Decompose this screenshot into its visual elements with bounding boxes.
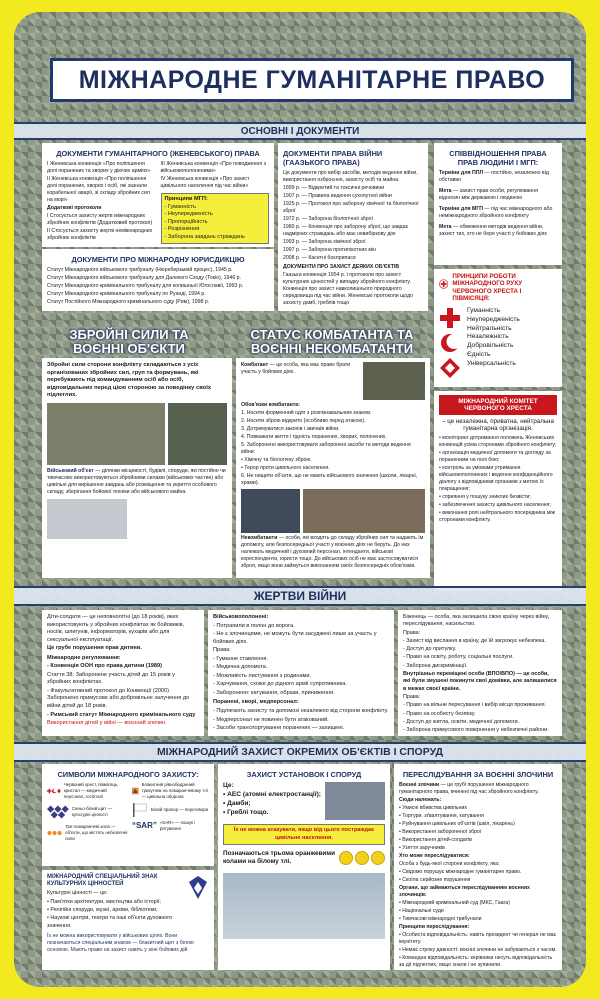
pow-text: - Можливість листування з родинами. — [213, 672, 312, 679]
refugees-text: Права: — [403, 693, 421, 700]
cultural-panel — [42, 870, 214, 970]
band-basics — [14, 122, 586, 140]
principle-item: - Неупередженість — [164, 211, 213, 218]
geneva-heading: ДОКУМЕНТИ ГУМАНІТАРНОГО (ЖЕНЕВСЬКОГО) ПРАВА — [56, 149, 260, 158]
symbols-panel — [42, 764, 214, 866]
title-box — [50, 58, 574, 102]
red-crystal-icon — [439, 357, 461, 379]
prosecution-item: • Міжнародний кримінальний суд (МКС, Гаага) — [399, 900, 510, 907]
cultural-heading: МІЖНАРОДНИЙ СПЕЦІАЛЬНИЙ ЗНАК КУЛЬТУРНИХ ЦІННОСТЕЙ — [47, 874, 158, 888]
press-photo — [241, 489, 300, 533]
principle-item: - Заборона завдань страждань — [164, 233, 245, 240]
pow-text: - Медична допомога. — [213, 664, 268, 671]
hrl-term: Терміни для ППЛ — [439, 170, 484, 176]
white-flag-icon — [132, 803, 148, 817]
installation-item: • АЕС (атомні електростанції); — [223, 790, 321, 798]
icrc-item: • забезпечення захисту цивільного населення; — [439, 502, 551, 509]
refugees-text: Внутрішньо переміщені особи (ВПО/ВПО) — це особи, які були змушені покинути свої домівки, але залишилися в межах своєї країни. — [403, 671, 557, 692]
combatant-photo — [363, 362, 425, 400]
geneva-item: Додаткові протоколи — [47, 205, 102, 212]
symbol-desc: Три помаранчеві кола — об'єкти, що містять небезпечні сили — [65, 823, 128, 841]
prosecution-item: • Свідомо порушує міжнародне гуманітарне право. — [399, 869, 522, 876]
hague-panel — [278, 143, 428, 311]
duty-item: • Хімічну та біологічну зброю. — [241, 457, 312, 464]
victims-text: - Римський статут Міжнародного кримінального суду — [47, 711, 196, 718]
forces-lead: Збройні сили сторони конфлікту складаються з усіх організованих збройних сил, груп та формувань, які перебувають під командуванням осіб або осіб, відповідальних перед цією стороною за поведінку своїх підлеглих. — [47, 362, 212, 399]
victims-text: Діти-солдати — це неповнолітні (до 18 років), яких використовують у збройних конфліктах як бойовиків, носіїв, шпигунів, інформаторів, кухарів або для сексуальної експлуатації. — [47, 614, 185, 643]
prosecution-heading: ПЕРЕСЛІДУВАННЯ ЗА ВОЄННІ ЗЛОЧИНИ — [402, 770, 554, 779]
prosecution-item: • Умисні вбивства цивільних — [399, 805, 467, 812]
refugees-text: - Право на освіту, роботу, соціальні послуги. — [403, 654, 514, 661]
symbol-desc: Білий прапор — переговори — [150, 806, 209, 812]
geneva-item: IV Женевська конвенція «Про захист цивільного населення під час війни» — [160, 176, 250, 190]
prosecution-term: Воєнні злочини — [399, 782, 440, 788]
refugees-text: - Доступ до притулку. — [403, 646, 457, 653]
duty-item: 2. Носити зброю відкрито (особливо перед атакою). — [241, 418, 366, 425]
map-image — [47, 499, 127, 539]
cultural-lead: Культурні цінності — це: — [47, 890, 108, 897]
installation-item: • Дамби; — [223, 799, 251, 807]
forces-heading: ЗБРОЙНІ СИЛИ ТА ВОЄННІ ОБ'ЄКТИ — [69, 327, 189, 357]
prosecution-item: Хто може переслідуватися: — [399, 853, 470, 860]
poster — [14, 12, 586, 987]
prosecution-item: • Руйнування цивільних об'єктів (шкіл, лікарень) — [399, 821, 515, 828]
victims-text: Використання дітей у війні — воєнний злочин. — [47, 720, 167, 727]
prosecution-item: • Узяття заручників — [399, 845, 445, 852]
victims-pow-panel — [208, 610, 394, 736]
duty-item: 6. Не нищити об'єкти, що не мають військового значення (школи, лікарні, храми). — [241, 473, 418, 487]
pow-title: Військовополонені: — [213, 614, 269, 620]
movement-panel — [434, 269, 562, 387]
civil-defence-icon — [132, 783, 139, 799]
hague-item: 1925 р. — Протокол про заборону хімічної та біологічної зброї — [283, 201, 419, 215]
prosecution-item: Сюди належать: — [399, 797, 442, 804]
hrl-text: — обмеження методів ведення війни, захист тих, хто не бере участі у бойових діях — [439, 224, 547, 238]
hague-item: 1980 р. — Конвенція про заборону зброї, що завдає надмірних страждань або має невибіркову дію — [283, 224, 409, 238]
icrc-item: • сприяння у пошуку зниклих безвісти; — [439, 494, 531, 501]
victims-text: Міжнародне регулювання: — [47, 654, 121, 661]
combatant-heading: СТАТУС КОМБАТАНТА ТА ВОЄННІ НЕКОМБАТАНТИ — [250, 327, 414, 357]
jurisdiction-item: Статут Міжнародного військового трибуналу (Нюрнберзький процес), 1945 р. — [47, 267, 233, 273]
hague-item: 1993 р. — Заборона хімічної зброї — [283, 239, 366, 246]
objective-text: — ділянки місцевості, будівлі, споруди, які постійно чи тимчасово використовуються збройними силами (військових частин) або цивільні для вирішення завдань або розміщення та укриття особового складу, зберігання бойової техніки або військового майна. — [47, 467, 226, 495]
jurisdiction-item: Статут Міжнародного кримінального трибуналу по Руанді, 1994 р. — [47, 291, 206, 298]
jurisdiction-panel — [42, 249, 274, 311]
diamonds-icon — [47, 803, 69, 821]
symbol-desc: «SAR» — пошук і рятування — [159, 819, 196, 831]
icrc-heading: МІЖНАРОДНИЙ КОМІТЕТ ЧЕРВОНОГО ХРЕСТА — [439, 395, 557, 415]
duty-item: • Терор проти цивільного населення. — [241, 465, 330, 472]
cultural-item: • Наукові центри, театри та інші об'єкти духовного значення. — [47, 915, 173, 929]
principles-title: Принципи МГП: — [164, 196, 208, 203]
red-cross-emblem-icon — [439, 273, 448, 295]
band-protection — [14, 742, 586, 762]
movement-principle: Незалежність — [467, 333, 509, 341]
hague-item: 2008 р. — Касетні боєприпаси — [283, 255, 356, 262]
icrc-lead: – це незалежна, приватна, нейтральна гуманітарна організація. — [442, 418, 554, 432]
hrl-term: Терміни для МГП — [439, 206, 483, 213]
medics-photo — [303, 489, 425, 533]
prosecution-item: Особа з будь-якої сторони конфлікту, яка: — [399, 861, 500, 868]
jurisdiction-item: Статут Постійного Міжнародного кримінального суду (Рим), 1998 р. — [47, 299, 210, 306]
victims-text: Це грубе порушення прав дитини. — [47, 645, 142, 652]
band-victims — [14, 586, 586, 606]
hague-item: 1997 р. — Заборона протипіхотних мін — [283, 247, 376, 254]
geneva-panel — [42, 143, 274, 247]
cultural-docs-text: Гаазька конвенція 1954 р. і протоколи про захист культурних цінностей у випадку збройного конфлікту. Конвенція про захист навколишнього природного середовища під час війни. Женевські протоколи щодо захисту дамб, греблів тощо — [283, 272, 414, 307]
wounded-text: - Засоби транспортування поранених — захищені. — [213, 725, 345, 732]
combatant-term: Комбатант — [241, 362, 269, 368]
prosecution-item: • Використання дітей-солдатів — [399, 837, 472, 844]
prosecution-item: • Тимчасові міжнародні трибунали — [399, 916, 482, 923]
prosecution-item: • Національні суди — [399, 908, 444, 915]
refugees-text: - Право на особисту безпеку. — [403, 710, 476, 717]
hague-item: 1972 р. — Заборона біологічної зброї — [283, 216, 373, 223]
installations-heading: ЗАХИСТ УСТАНОВОК І СПОРУД — [246, 770, 362, 779]
refugees-text: - Захист від вислання в країну, де їй загрожує небезпека. — [403, 637, 546, 644]
prosecution-item: • Використання забороненої зброї — [399, 829, 482, 836]
installations-marking: Позначаються трьома оранжевими колами на білому тлі. — [223, 850, 336, 866]
orange-circle-icon — [355, 851, 369, 865]
duty-item: 1. Носити форменний одяг з розпізнавальним знаком. — [241, 410, 372, 417]
hrl-ihl-panel — [434, 143, 562, 265]
band-victims-label: ЖЕРТВИ ВІЙНИ — [253, 589, 347, 603]
pow-text: - Гуманне ставлення. — [213, 655, 268, 662]
symbol-desc: Червоний хрест, півмісяць, кристал — медичний персонал, госпіталі — [63, 782, 119, 799]
icrc-item: • виконання ролі нейтрального посередника між сторонами конфлікту. — [439, 510, 556, 524]
prosecution-item: Принципи переслідування: — [399, 924, 470, 931]
victims-text: Стаття 38: Заборонене участь дітей до 15 років у збройних конфліктах. — [47, 671, 175, 686]
pow-text: - Потрапили в полон до ворога. — [213, 622, 295, 629]
hrl-text: — захист прав особи, регулювання відносин між державою і людиною — [439, 188, 538, 202]
duty-item: 5. Заборонено використовувати заборонені засоби та методи ведення війни: — [241, 442, 411, 456]
emblems-icon — [47, 785, 61, 797]
movement-principle: Єдність — [467, 351, 491, 359]
icrc-item: • контроль за умовами утримання військовополонених і ведення конфіденційного діалогу з відповідними органами з метою їх покращення; — [439, 465, 553, 493]
hague-heading: ДОКУМЕНТИ ПРАВА ВІЙНИ (ГААЗЬКОГО ПРАВА) — [283, 149, 383, 167]
geneva-item: I Стосується захисту жертв міжнародних збройних конфліктів (Додатковий протокол) — [47, 213, 153, 227]
red-cross-icon — [439, 307, 461, 329]
hague-item: 1899 р. — Відкритий та токсичні речовини — [283, 185, 385, 192]
victims-text: - Конвенція ООН про права дитини (1989) — [47, 663, 162, 670]
wounded-text: - Підлягають захисту та допомозі незалежно від сторони конфлікту. — [213, 708, 389, 715]
orange-circle-icon — [339, 851, 353, 865]
duty-item: 4. Повважати життя і гідність поранених, хворих, полонених. — [241, 434, 387, 441]
refugees-text: - Заборона дискримінації. — [403, 662, 468, 669]
soldier-photo — [168, 403, 227, 465]
prosecution-lead: — це грубі порушення міжнародного гуманітарного права, вчинені під час збройного конфлікту. — [399, 782, 539, 796]
prosecution-panel — [394, 764, 562, 970]
movement-principle: Добровільність — [467, 342, 514, 350]
prosecution-item: • Особиста відповідальність: навіть президент чи генерал не має імунітету. — [399, 932, 557, 946]
jurisdiction-item: Статут Міжнародного військового трибуналу для Далекого Сходу (Токіо), 1946 р. — [47, 275, 241, 282]
refugees-text: - Право на вільне пересування і вибір місця проживання. — [403, 702, 546, 709]
prosecution-item: • Тортури, зґвалтування, катування — [399, 813, 484, 820]
prosecution-item: • Немає строку давності: воєнні злочини не забуваються з часом. — [399, 947, 557, 954]
cultural-item: • Релігійні споруди, музеї, архіви, бібліотеки; — [47, 906, 158, 913]
noncombatant-term: Некомбатанти — [241, 535, 278, 542]
hrl-ihl-heading: СПІВВІДНОШЕННЯ ПРАВА ПРАВ ЛЮДИНИ І МГП: — [449, 149, 547, 167]
hague-item: 1907 р. — Правила ведення сухопутної війни — [283, 193, 392, 200]
victims-children-panel — [42, 610, 204, 736]
sar-sign: “SAR” — [131, 821, 157, 831]
refugees-text: - Доступ до житла, освіти, медичної допомоги. — [403, 718, 520, 725]
objective-title: Військовий об'єкт — [47, 467, 94, 474]
hrl-text: — під час міжнародного або неміжнародного збройного конфлікту — [439, 206, 553, 220]
duties-title: Обов'язки комбатанта: — [241, 402, 300, 408]
geneva-item: II Женевська конвенція «Про поліпшення долі поранених, хворих і осіб, які зазнали корабельної аварії, зі складу збройних сил на морі» — [47, 176, 150, 204]
principle-item: - Розрізнення — [164, 226, 200, 233]
jurisdiction-heading: ДОКУМЕНТИ ПРО МІЖНАРОДНУ ЮРИСДИКЦІЮ — [71, 255, 245, 264]
icrc-item: • організація медичної допомоги та догляду за пораненими на полі бою; — [439, 450, 551, 464]
duty-item: 3. Дотримуватися законів і звичаїв війни. — [241, 426, 340, 433]
forces-panel — [42, 358, 232, 578]
noncombatant-text: — особи, які входять до складу збройних сил та надають їм допомогу, але безпосередньої участі у воєнних діях не беруть. До них належать медичний і духовний персонал, інтенданти, військові кореспонденти, юристи тощо. До військових осіб не має застосовуватися зброя, якщо вони займуться виконанням своїх безпосередніх обов'язків. — [241, 535, 424, 570]
combatant-panel — [236, 358, 430, 578]
installations-panel — [218, 764, 390, 970]
hrl-term: Мета — [439, 188, 452, 195]
hague-intro: Це документи про вибір засобів, методів ведення війни, використання озброєння, захисту осіб та майна. — [283, 170, 418, 184]
band-protection-label: МІЖНАРОДНИЙ ЗАХИСТ ОКРЕМИХ ОБ'ЄКТІВ І СПОРУД — [156, 746, 444, 758]
dam-photo — [325, 782, 385, 820]
page-title: МІЖНАРОДНЕ ГУМАНІТАРНЕ ПРАВО — [78, 65, 546, 94]
symbols-heading: СИМВОЛИ МІЖНАРОДНОГО ЗАХИСТУ: — [57, 770, 199, 779]
hrl-text: — постійно, незалежно від обставин — [439, 170, 549, 184]
prosecution-item: • Скоїла серйозне порушення — [399, 877, 471, 884]
geneva-item: III Женевська конвенція «Про поводження з військовополоненими» — [160, 161, 266, 175]
wounded-title: Поранені, хворі, медперсонал: — [213, 699, 299, 706]
red-crescent-icon — [439, 332, 461, 354]
principle-item: - Пропорційність — [164, 218, 208, 225]
installations-warning: Їх не можна атакувати, якщо від цього постраждає цивільне населення. — [223, 824, 385, 845]
symbol-desc: Блакитний рівнобедрений трикутник на помаранчевому тлі — цивільна оборона — [141, 782, 208, 799]
icrc-item: • моніторинг дотримання положень Женевських конвенцій усіма сторонами збройного конфлікту; — [439, 435, 557, 449]
cultural-item: • Пам'ятки архітектури, мистецтва або історії; — [47, 898, 161, 905]
principles-box — [161, 193, 270, 244]
refugees-text: Права: — [403, 629, 421, 636]
jurisdiction-item: Статут Міжнародного кримінального трибуналу для колишньої Югославії, 1993 р. — [47, 283, 244, 290]
pow-text: - Не є злочинцями, не можуть бути засуджені лише за участь у бойових діях. — [213, 631, 377, 645]
symbol-desc: Синьо-білий щит — культурні цінності — [71, 805, 112, 817]
movement-principle: Гуманність — [467, 306, 501, 314]
cultural-docs-heading: ДОКУМЕНТИ ПРО ЗАХИСТ ДЕЯКИХ ОБ'ЄКТІВ — [283, 264, 400, 271]
blue-shield-icon — [187, 874, 209, 900]
prosecution-item: Органи, що займаються переслідуванням воєнних злочинців: — [399, 885, 530, 899]
pow-text: - Харчування, схоже до рідного армії супротивника. — [213, 681, 347, 688]
prosecution-item: • Командна відповідальність: керівники несуть відповідальність за дії підлеглих, якщо знали і не зупинили. — [399, 955, 553, 969]
victims-text: - Факультативний протокол до Конвенції (2000) Заборонено примусове або добровільне залучення до війни дітей до 18 років. — [47, 687, 190, 710]
movement-heading: ПРИНЦИПИ РОБОТИ МІЖНАРОДНОГО РУХУ ЧЕРВОНОГО ХРЕСТА І ПІВМІСЯЦЯ: — [452, 273, 523, 303]
principle-item: - Гуманність — [164, 203, 196, 210]
geneva-item: I Женевська конвенція «Про поліпшення долі поранених та хворих у діючих арміях» — [47, 161, 151, 175]
pow-text: Права: — [213, 647, 231, 654]
movement-principle: Універсальність — [467, 360, 516, 368]
cultural-note: Їх не можна використовувати у військових цілях. Вони позначаються спеціальним знаком — блакитний щит з білою основою. Мають право на захист навіть у зоні бойових дій — [47, 932, 194, 953]
combatant-lead: — це особа, яка має право брати участь у бойових діях. — [241, 362, 351, 376]
installation-item: • Греблі тощо. — [223, 808, 269, 816]
refugees-text: Біженець — особа, яка залишила свою країну через війну, переслідування, насильство. — [403, 614, 550, 628]
refugees-text: - Заборона примусового повернення у небезпечні райони. — [403, 727, 549, 734]
band-basics-label: ОСНОВНІ І ДОКУМЕНТИ — [240, 125, 360, 137]
hrl-term: Мета — [439, 224, 452, 231]
orange-circle-icon — [371, 851, 385, 865]
movement-principle: Нейтральність — [467, 324, 512, 332]
installations-lead: Це: — [223, 782, 234, 789]
soldiers-photo — [47, 403, 165, 465]
victims-refugees-panel — [398, 610, 562, 736]
geneva-item: II Стосується захисту жертв неміжнародних збройних конфліктів — [47, 228, 153, 242]
movement-principle: Неупередженість — [467, 315, 520, 323]
icrc-panel — [434, 391, 562, 591]
power-plant-photo — [223, 873, 385, 939]
wounded-text: - Медперсонал не повинен бути атакований. — [213, 716, 329, 723]
pow-text: - Заборонено: катування, образи, приниження. — [213, 689, 335, 696]
three-orange-circles-icon — [47, 828, 62, 838]
